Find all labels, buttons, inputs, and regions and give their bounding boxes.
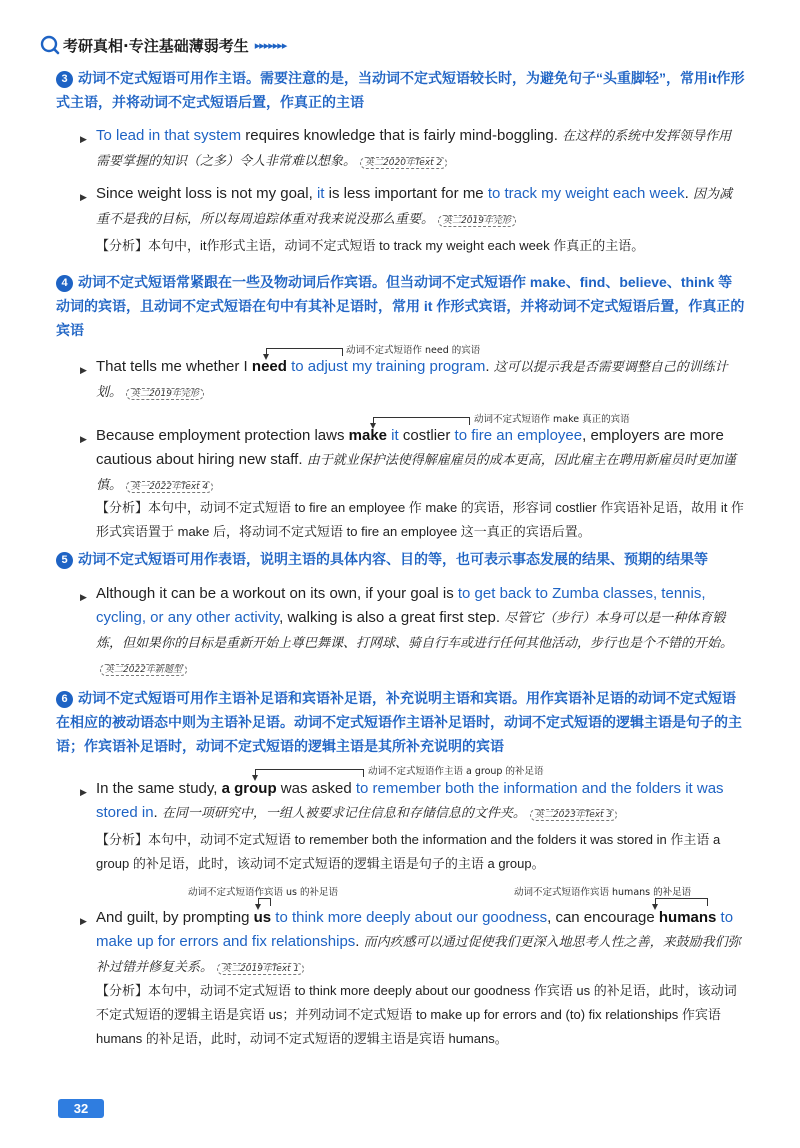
analysis-text: 【分析】本句中，动词不定式短语 to remember both the information and the folders it was stored in 作主语 a group 的补足语，此时，该动词不定式短语的逻辑主语是句子的主语 a group。 xyxy=(96,832,721,871)
sentence-text: Although it can be a workout on its own, if your goal is xyxy=(96,585,458,602)
annotation-line xyxy=(255,769,363,770)
sentence-text: Because employment protection laws xyxy=(96,427,349,444)
example-sentence xyxy=(96,777,744,827)
formal-subject: it xyxy=(316,185,325,202)
bullet-icon: ▶ xyxy=(80,787,87,797)
annotation-line xyxy=(707,898,708,906)
annotation-line xyxy=(258,898,270,899)
infinitive-phrase: to think more deeply about our goodness xyxy=(271,909,548,926)
source-tag: 英二2019年Text 1 xyxy=(217,963,304,975)
translation: 在这样的系统中发挥领导作用需要掌握的知识（之多）令人非常难以想象。 xyxy=(96,129,732,169)
sentence-text: . xyxy=(684,185,693,202)
bullet-icon: ▶ xyxy=(80,916,87,926)
analysis-text: 【分析】本句中，动词不定式短语 to think more deeply about our goodness 作宾语 us 的补足语，此时，该动词不定式短语的逻辑主语是宾语 us；并列动词不定式短语 to make up for errors and (to) fix relationships 作宾语 humans 的补足语，此时，动词不定式短语的逻辑主语是宾语 humans。 xyxy=(96,983,737,1046)
section-number-badge: 4 xyxy=(56,275,73,292)
source-tag: 英二2019年完形 xyxy=(126,388,204,400)
section-5-heading xyxy=(56,547,746,571)
infinitive-phrase: to fire an employee xyxy=(454,427,583,444)
source-tag: 英二2019年完形 xyxy=(438,215,516,227)
source-tag: 英一2022年Text 4 xyxy=(126,481,213,493)
source-tag: 英二2020年Text 2 xyxy=(360,157,447,169)
infinitive-phrase: to track my weight each week xyxy=(487,185,685,202)
subject-a-group: a group xyxy=(221,780,277,797)
verb-need: need xyxy=(251,358,287,375)
example-sentence xyxy=(96,906,744,981)
annotation-line xyxy=(270,898,271,906)
section-number-badge: 5 xyxy=(56,552,73,569)
annotation-line xyxy=(266,348,342,349)
bullet-icon: ▶ xyxy=(80,434,87,444)
heading-text: 动词不定式短语可用作主语补足语和宾语补足语，补充说明主语和宾语。用作宾语补足语的动词不定式短语在相应的被动语态中则为主语补足语。动词不定式短语作主语补足语时，动词不定式短语的逻辑主语是句子的主语；作宾语补足语时，动词不定式短语的逻辑主语是其所补充说明的宾语 xyxy=(56,690,742,754)
example-sentence xyxy=(96,182,744,233)
bullet-icon: ▶ xyxy=(80,365,87,375)
example-sentence xyxy=(96,355,744,406)
heading-text: 动词不定式短语可用作表语，说明主语的具体内容、目的等，也可表示事态发展的结果、预期的结果等 xyxy=(78,551,708,567)
annotation-line xyxy=(363,769,364,777)
infinitive-phrase: to remember both the information and the folders it was stored in xyxy=(96,780,724,821)
bullet-icon: ▶ xyxy=(80,592,87,602)
sentence-text: , walking is also a great first step. xyxy=(279,609,505,626)
page-number: 32 xyxy=(73,1101,89,1116)
annotation-note: 动词不定式短语作 make 真正的宾语 xyxy=(474,414,630,425)
translation: 在同一项研究中，一组人被要求记住信息和存储信息的文件夹。 xyxy=(161,806,526,821)
infinitive-phrase: to make up for errors and fix relationships xyxy=(96,909,734,950)
sentence-text: , employers are more cautious about hiring new staff. xyxy=(96,427,724,468)
translation: 而内疚感可以通过促使我们更深入地思考人性之善，来鼓励我们弥补过错并修复关系。 xyxy=(96,935,741,975)
sentence-text: requires knowledge that is fairly mind-boggling. xyxy=(241,127,563,144)
analysis-text: 【分析】本句中，动词不定式短语 to fire an employee 作 make 的宾语，形容词 costlier 作宾语补足语，故用 it 作形式宾语置于 make 后，将动词不定式短语 to fire an employee 这一真正的宾语后置。 xyxy=(96,500,744,539)
annotation-note: 动词不定式短语作宾语 humans 的补足语 xyxy=(514,887,692,898)
section-6-heading xyxy=(56,686,746,758)
bullet-icon: ▶ xyxy=(80,134,87,144)
annotation-line xyxy=(655,898,707,899)
header-arrows: ▸▸▸▸▸▸▸ xyxy=(254,39,287,52)
example-sentence xyxy=(96,124,744,175)
annotation-note: 动词不定式短语作宾语 us 的补足语 xyxy=(188,887,339,898)
translation: 因为减重不是我的目标，所以每周追踪体重对我来说没那么重要。 xyxy=(96,187,732,227)
object-humans: humans xyxy=(658,909,717,926)
sentence-text: In the same study, xyxy=(96,780,222,797)
analysis-text: 【分析】本句中，it作形式主语，动词不定式短语 to track my weight each week 作真正的主语。 xyxy=(96,238,645,253)
example-sentence xyxy=(96,424,744,499)
source-tag: 英二2023年Text 3 xyxy=(530,809,617,821)
example-sentence xyxy=(96,582,744,682)
section-number-badge: 3 xyxy=(56,71,73,88)
heading-text: 动词不定式短语可用作主语。需要注意的是，当动词不定式短语较长时，为避免句子“头重脚轻”，常用it作形式主语，并将动词不定式短语后置，作真正的主语 xyxy=(56,70,745,110)
sentence-text: , can encourage xyxy=(547,909,659,926)
translation: 这可以提示我是否需要调整自己的训练计划。 xyxy=(96,360,728,400)
infinitive-phrase: to get back to Zumba classes, tennis, cycling, or any other activity xyxy=(96,585,706,626)
object-us: us xyxy=(253,909,272,926)
sentence-text: is less important for me xyxy=(324,185,488,202)
annotation-note: 动词不定式短语作 need 的宾语 xyxy=(346,345,481,356)
annotation-note: 动词不定式短语作主语 a group 的补足语 xyxy=(368,766,544,777)
sentence-text: And guilt, by prompting xyxy=(96,909,254,926)
sentence-text: costlier xyxy=(398,427,455,444)
brand-title: 考研真相·专注基础薄弱考生 xyxy=(63,36,249,55)
infinitive-phrase: to adjust my training program xyxy=(286,358,486,375)
translation: 由于就业保护法使得解雇雇员的成本更高，因此雇主在聘用新雇员时更加谨慎。 xyxy=(96,453,736,493)
heading-text: 动词不定式短语常紧跟在一些及物动词后作宾语。但当动词不定式短语作 make、find、believe、think 等动词的宾语，且动词不定式短语在句中有其补足语时，常用 it 作形式宾语，并将动词不定式短语后置，作真正的宾语 xyxy=(56,274,745,338)
sentence-text: That tells me whether I xyxy=(96,358,252,375)
source-tag: 英二2022年新题型 xyxy=(100,664,187,676)
search-logo-icon xyxy=(40,35,60,55)
sentence-text: . xyxy=(485,358,494,375)
sentence-text: Since weight loss is not my goal, xyxy=(96,185,317,202)
page-header xyxy=(40,34,286,56)
annotation-line xyxy=(373,417,469,418)
sentence-text: was asked xyxy=(276,780,356,797)
infinitive-phrase: To lead in that system xyxy=(96,127,242,144)
sentence-text: . xyxy=(153,804,162,821)
section-number-badge: 6 xyxy=(56,691,73,708)
sentence-text: . xyxy=(355,933,364,950)
formal-object: it xyxy=(387,427,399,444)
section-4-heading xyxy=(56,270,746,342)
section-3-heading xyxy=(56,66,746,114)
bullet-icon: ▶ xyxy=(80,192,87,202)
verb-make: make xyxy=(348,427,388,444)
translation: 尽管它（步行）本身可以是一种体育锻炼，但如果你的目标是重新开始上尊巴舞课、打网球、骑自行车或进行任何其他活动，步行也是个不错的开始。 xyxy=(96,611,734,651)
